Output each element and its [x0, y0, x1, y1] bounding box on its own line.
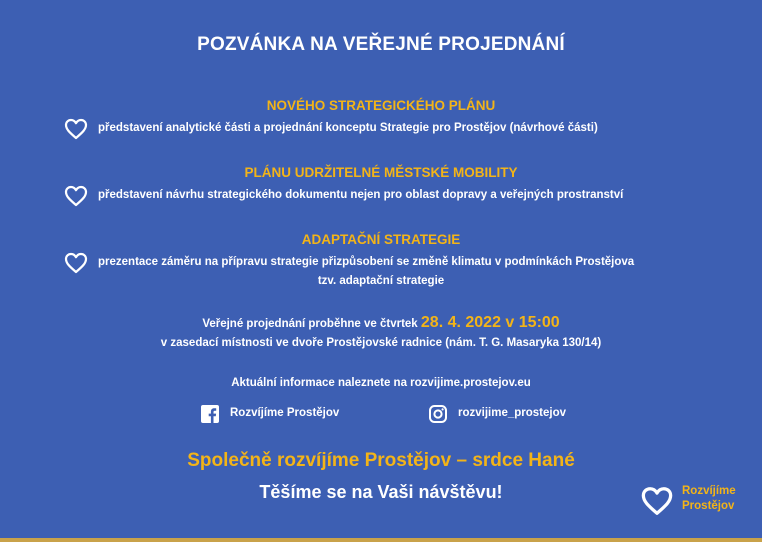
event-datetime: 28. 4. 2022 v 15:00	[420, 314, 560, 331]
slogan: Společně rozvíjíme Prostějov – srdce Hané	[187, 450, 575, 471]
page-title: POZVÁNKA NA VEŘEJNÉ PROJEDNÁNÍ	[197, 34, 565, 55]
facebook-icon	[200, 404, 220, 424]
brand-logo	[640, 482, 752, 522]
section-description-continued: tzv. adaptační strategie	[317, 275, 445, 287]
instagram-icon	[428, 404, 448, 424]
info-line: Aktuální informace naleznete na rozvijime.prostejov.eu	[231, 377, 531, 389]
section-heading-mobility-plan: PLÁNU UDRŽITELNÉ MĚSTSKÉ MOBILITY	[244, 165, 518, 180]
event-intro: Veřejné projednání proběhne ve čtvrtek	[202, 318, 418, 330]
logo-line-1: Rozvíjíme	[682, 485, 736, 497]
event-datetime-line	[0, 314, 762, 332]
section-heading-adaptation-strategy: ADAPTAČNÍ STRATEGIE	[301, 232, 461, 247]
heart-outline-icon	[64, 252, 88, 274]
heart-outline-icon	[64, 185, 88, 207]
instagram-link[interactable]	[428, 404, 628, 426]
instagram-label: rozvijime_prostejov	[458, 407, 567, 419]
facebook-link[interactable]	[200, 404, 400, 426]
heart-logo-icon	[640, 486, 674, 516]
section-heading-strategic-plan: NOVÉHO STRATEGICKÉHO PLÁNU	[266, 98, 496, 113]
event-location: v zasedací místnosti ve dvoře Prostějovské radnice (nám. T. G. Masaryka 130/14)	[160, 337, 602, 349]
thanks-message: Těšíme se na Vaši návštěvu!	[259, 482, 503, 502]
section-description: prezentace záměru na přípravu strategie přizpůsobení se změně klimatu v podmínkách Prostějova	[98, 256, 635, 268]
facebook-label: Rozvíjíme Prostějov	[230, 407, 340, 419]
section-description: představení návrhu strategického dokumentu nejen pro oblast dopravy a veřejných prostranství	[98, 189, 624, 201]
section-description: představení analytické části a projednání konceptu Strategie pro Prostějov (návrhové části)	[98, 122, 598, 134]
logo-text	[682, 484, 736, 514]
logo-line-2: Prostějov	[682, 500, 735, 512]
heart-outline-icon	[64, 118, 88, 140]
